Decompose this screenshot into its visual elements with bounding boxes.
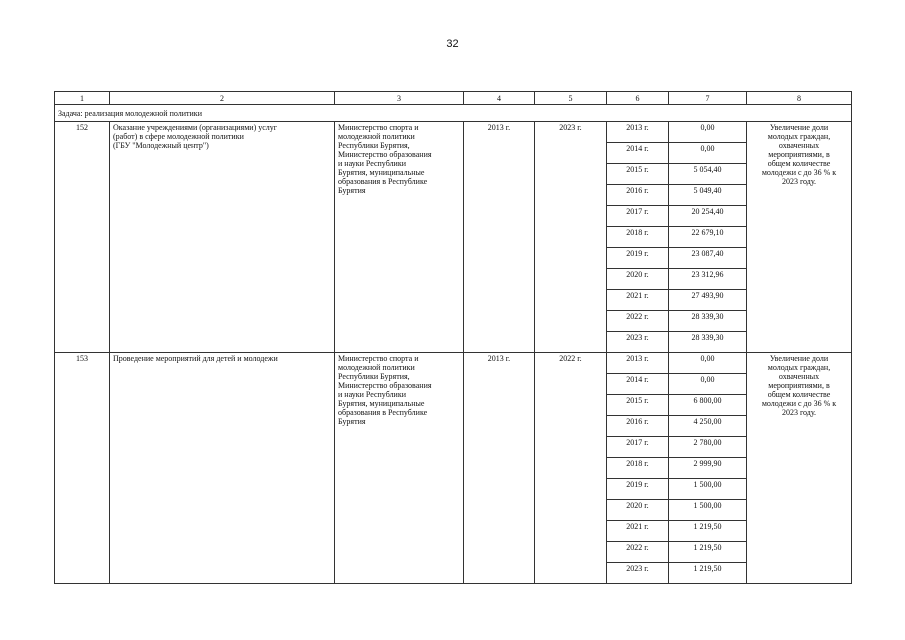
funding-amount: 20 254,40 xyxy=(669,206,747,227)
column-number: 7 xyxy=(669,92,747,105)
funding-amount: 1 219,50 xyxy=(669,521,747,542)
column-number: 5 xyxy=(535,92,607,105)
funding-amount: 6 800,00 xyxy=(669,395,747,416)
row-number: 153 xyxy=(55,353,110,584)
column-number: 2 xyxy=(110,92,335,105)
table-row xyxy=(55,122,852,143)
funding-year: 2015 г. xyxy=(607,164,669,185)
funding-amount: 2 999,90 xyxy=(669,458,747,479)
expected-result: Увеличение доли молодых граждан, охваченных мероприятиями, в общем количестве молодежи с до 36 % к 2023 году. xyxy=(747,353,852,584)
funding-amount: 4 250,00 xyxy=(669,416,747,437)
column-number: 1 xyxy=(55,92,110,105)
funding-year: 2015 г. xyxy=(607,395,669,416)
funding-year: 2021 г. xyxy=(607,290,669,311)
table-row xyxy=(55,353,852,374)
funding-year: 2017 г. xyxy=(607,206,669,227)
column-number: 3 xyxy=(335,92,464,105)
funding-amount: 1 219,50 xyxy=(669,563,747,584)
funding-amount: 27 493,90 xyxy=(669,290,747,311)
funding-year: 2018 г. xyxy=(607,227,669,248)
funding-amount: 23 087,40 xyxy=(669,248,747,269)
funding-year: 2022 г. xyxy=(607,311,669,332)
task-title: Задача: реализация молодежной политики xyxy=(55,105,852,122)
funding-year: 2013 г. xyxy=(607,122,669,143)
funding-year: 2014 г. xyxy=(607,374,669,395)
funding-amount: 0,00 xyxy=(669,143,747,164)
column-number-row xyxy=(55,92,852,105)
executor: Министерство спорта и молодежной политики Республики Бурятия, Министерство образования и науки Республики Бурятия, муниципальные образования в Республике Бурятия xyxy=(335,122,464,353)
funding-year: 2023 г. xyxy=(607,563,669,584)
event-name: Проведение мероприятий для детей и молодежи xyxy=(110,353,335,584)
funding-amount: 5 049,40 xyxy=(669,185,747,206)
funding-year: 2021 г. xyxy=(607,521,669,542)
funding-amount: 0,00 xyxy=(669,122,747,143)
start-year: 2013 г. xyxy=(464,353,535,584)
expected-result: Увеличение доли молодых граждан, охваченных мероприятиями, в общем количестве молодежи с до 36 % к 2023 году. xyxy=(747,122,852,353)
funding-year: 2019 г. xyxy=(607,479,669,500)
funding-year: 2017 г. xyxy=(607,437,669,458)
column-number: 8 xyxy=(747,92,852,105)
funding-year: 2014 г. xyxy=(607,143,669,164)
funding-year: 2019 г. xyxy=(607,248,669,269)
column-number: 6 xyxy=(607,92,669,105)
executor: Министерство спорта и молодежной политики Республики Бурятия, Министерство образования и науки Республики Бурятия, муниципальные образования в Республике Бурятия xyxy=(335,353,464,584)
start-year: 2013 г. xyxy=(464,122,535,353)
event-name: Оказание учреждениями (организациями) услуг (работ) в сфере молодежной политики (ГБУ "Молодежный центр") xyxy=(110,122,335,353)
funding-amount: 28 339,30 xyxy=(669,311,747,332)
end-year: 2023 г. xyxy=(535,122,607,353)
funding-amount: 0,00 xyxy=(669,353,747,374)
funding-year: 2020 г. xyxy=(607,500,669,521)
funding-amount: 2 780,00 xyxy=(669,437,747,458)
funding-amount: 28 339,30 xyxy=(669,332,747,353)
row-number: 152 xyxy=(55,122,110,353)
funding-amount: 23 312,96 xyxy=(669,269,747,290)
end-year: 2022 г. xyxy=(535,353,607,584)
program-table xyxy=(54,91,852,584)
funding-amount: 1 219,50 xyxy=(669,542,747,563)
page-number: 32 xyxy=(446,38,459,50)
funding-year: 2018 г. xyxy=(607,458,669,479)
funding-amount: 1 500,00 xyxy=(669,479,747,500)
funding-year: 2020 г. xyxy=(607,269,669,290)
funding-year: 2022 г. xyxy=(607,542,669,563)
funding-year: 2016 г. xyxy=(607,185,669,206)
funding-amount: 5 054,40 xyxy=(669,164,747,185)
funding-amount: 0,00 xyxy=(669,374,747,395)
funding-year: 2023 г. xyxy=(607,332,669,353)
funding-amount: 1 500,00 xyxy=(669,500,747,521)
task-row xyxy=(55,105,852,122)
column-number: 4 xyxy=(464,92,535,105)
funding-year: 2016 г. xyxy=(607,416,669,437)
funding-amount: 22 679,10 xyxy=(669,227,747,248)
funding-year: 2013 г. xyxy=(607,353,669,374)
